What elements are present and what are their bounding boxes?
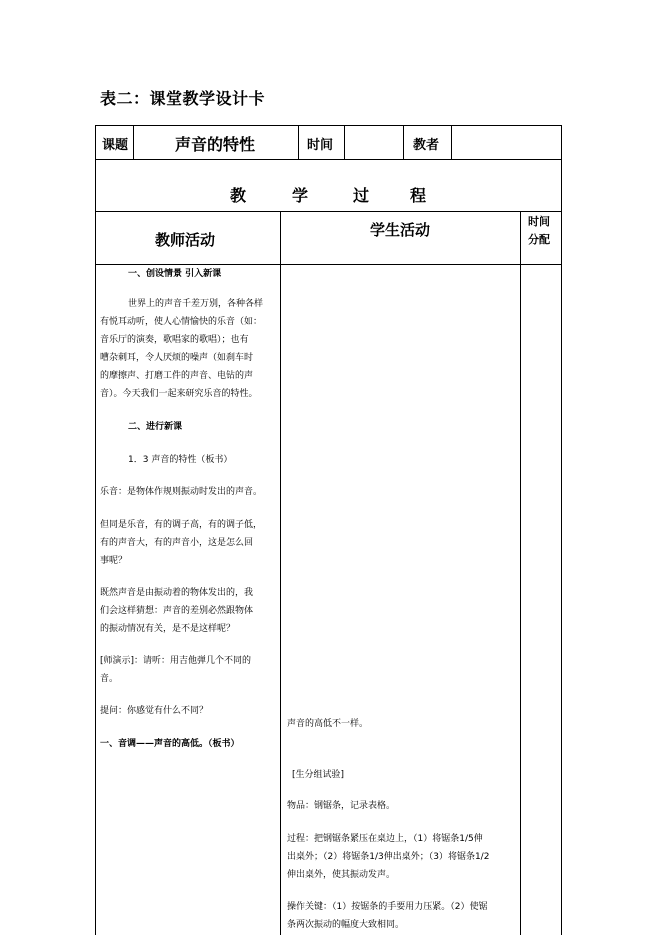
col-teacher: 教师活动 [155, 231, 216, 249]
table-line [95, 159, 561, 160]
section-heading: 二、进行新课 [128, 422, 183, 432]
paragraph-line: 事呢？ [100, 556, 128, 566]
paragraph-line: 既然声音是由振动着的物体发出的，我 [100, 588, 254, 598]
col-student: 学生活动 [370, 221, 431, 239]
process-char: 过 [353, 186, 370, 205]
col-time-1: 时间 [528, 215, 550, 228]
paragraph-line: 音乐厅的演奏，歌唱家的歌唱）；也有 [100, 335, 249, 345]
page-title: 表二：课堂教学设计卡 [100, 89, 266, 108]
student-line: 伸出桌外，使其振动发声。 [287, 870, 396, 880]
student-line: 物品：钢锯条，记录表格。 [287, 801, 396, 811]
section-heading: 一、创设情景 引入新课 [128, 269, 222, 279]
teacher-label: 教者 [413, 138, 440, 153]
paragraph-line: 音。 [100, 674, 119, 684]
paragraph-line: 世界上的声音千差万别，各种各样 [128, 299, 264, 309]
definition-line: 乐音：是物体作规则振动时发出的声音。 [100, 487, 263, 497]
student-line: 出桌外；（2）将锯条1/3伸出桌外；（3）将锯条1/2 [287, 852, 490, 862]
section-heading: 一、音调——声音的高低。（板书） [100, 739, 240, 749]
paragraph-line: 有悦耳动听，使人心情愉快的乐音（如： [100, 317, 263, 327]
topic-label: 课题 [102, 138, 129, 153]
student-line: 条两次振动的幅度大致相同。 [287, 920, 405, 930]
board-note: 1．3 声音的特性（板书） [128, 455, 233, 465]
paragraph-line: 有的声音大，有的声音小，这是怎么回 [100, 538, 254, 548]
time-label: 时间 [307, 138, 334, 153]
col-time-2: 分配 [528, 233, 550, 246]
student-line: 操作关键：（1）按锯条的手要用力压紧。（2）使锯 [287, 902, 488, 912]
paragraph-line: [师演示]：请听：用吉他弹几个不同的 [100, 656, 252, 666]
paragraph-line: 们会这样猜想：声音的差别必然跟物体 [100, 606, 254, 616]
process-char: 教 [230, 186, 247, 205]
student-line: 过程：把钢锯条紧压在桌边上，（1）将锯条1/5伸 [287, 834, 483, 844]
paragraph-line: 的振动情况有关，是不是这样呢？ [100, 624, 236, 634]
paragraph-line: 的摩擦声、打磨工件的声音、电钻的声 [100, 371, 254, 381]
topic-value: 声音的特性 [175, 135, 256, 154]
table-line [95, 125, 561, 126]
table-line [95, 211, 561, 212]
paragraph-line: 音）。今天我们一起来研究乐音的特性。 [100, 389, 258, 399]
paragraph-line: 但同是乐音，有的调子高，有的调子低， [100, 520, 263, 530]
student-heading: [生分组试验] [292, 770, 345, 780]
student-answer: 声音的高低不一样。 [287, 719, 369, 729]
paragraph-line: 嘈杂刺耳，令人厌烦的噪声（如刹车时 [100, 353, 254, 363]
question-line: 提问：你感觉有什么不同？ [100, 706, 209, 716]
process-char: 程 [410, 186, 427, 205]
process-char: 学 [292, 186, 309, 205]
